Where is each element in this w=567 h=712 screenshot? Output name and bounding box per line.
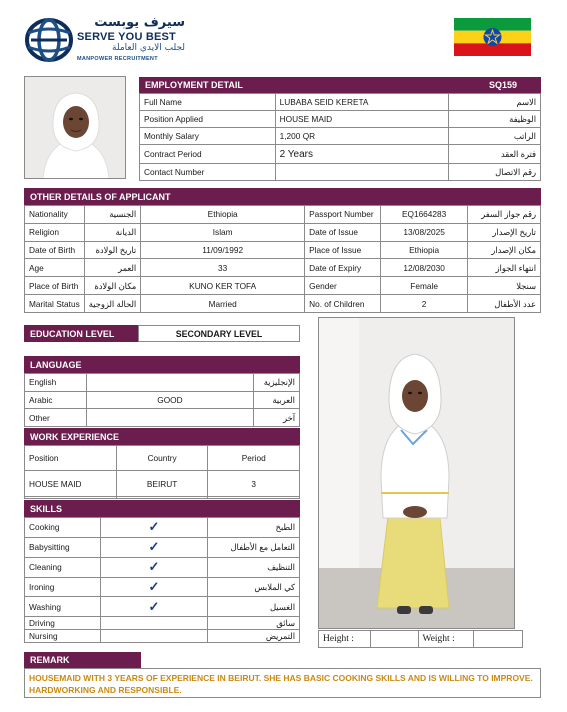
full-body-image [319,318,515,629]
ethiopia-flag-icon [454,18,531,56]
table-row [25,206,541,224]
table-row [25,617,300,630]
field-value: Female [381,277,468,295]
skill-name: Babysitting [25,537,101,557]
check-icon [100,617,207,630]
language-name: Other [25,409,87,427]
field-value: Ethiopia [381,241,468,259]
field-label-arabic: انتهاء الجواز [468,259,541,277]
field-label-arabic: تاريخ الإصدار [468,223,541,241]
table-row [140,94,541,111]
globe-logo-icon [25,17,73,63]
field-value: 11/09/1992 [141,241,305,259]
column-header: Country [116,446,208,471]
table-row [25,241,541,259]
check-icon: ✓ [100,597,207,617]
skill-name: Washing [25,597,101,617]
language-name-arabic: الإنجليزية [254,374,300,392]
work-position [25,496,117,498]
weight-value [474,631,523,648]
field-value: 2 Years [275,145,449,164]
column-header: Position [25,446,117,471]
work-country [116,496,208,498]
field-label-arabic: الوظيفة [449,111,541,128]
field-label-arabic: مكان الإصدار [468,241,541,259]
check-icon: ✓ [100,537,207,557]
language-name: English [25,374,87,392]
field-label: Passport Number [305,206,381,224]
table-row [25,577,300,597]
field-label: Place of Birth [25,277,85,295]
brand-english-tagline: MANPOWER RECRUITMENT [77,56,158,62]
field-label: Date of Issue [305,223,381,241]
field-value: Ethiopia [141,206,305,224]
field-label-arabic: مكان الولادة [84,277,141,295]
skill-name-arabic: كي الملابس [208,577,300,597]
language-header: LANGUAGE [24,356,300,373]
work-experience-header: WORK EXPERIENCE [24,428,300,445]
table-row [140,163,541,180]
skill-name: Cleaning [25,557,101,577]
field-label: Religion [25,223,85,241]
field-label-arabic: الجنسية [84,206,141,224]
skills-header: SKILLS [24,500,300,517]
field-value: HOUSE MAID [275,111,449,128]
height-value [370,631,418,648]
field-value: Married [141,295,305,313]
table-row [25,537,300,557]
weight-label: Weight : [418,631,474,648]
work-period: 3 [208,471,300,496]
table-row [25,630,300,643]
table-row [25,496,300,498]
check-icon [100,630,207,643]
field-label: Contact Number [140,163,276,180]
table-row [25,374,300,392]
field-value: Islam [141,223,305,241]
skill-name-arabic: سائق [208,617,300,630]
remark-box [24,668,541,698]
table-row [140,111,541,128]
other-details-header: OTHER DETAILS OF APPLICANT [24,188,541,205]
field-label-arabic: الحالة الزوجية [84,295,141,313]
check-icon: ✓ [100,557,207,577]
employment-detail-title: EMPLOYMENT DETAIL [145,80,243,90]
field-label: Nationality [25,206,85,224]
work-country: BEIRUT [116,471,208,496]
height-weight-table [318,630,523,648]
table-row [140,145,541,164]
field-label: Monthly Salary [140,128,276,145]
table-row [25,295,541,313]
employment-detail-header [139,77,541,93]
company-logo [25,17,185,65]
education-level-label: EDUCATION LEVEL [24,325,138,342]
field-label-arabic: العمر [84,259,141,277]
applicant-headshot [24,76,126,179]
field-label: Gender [305,277,381,295]
field-value: 12/08/2030 [381,259,468,277]
headshot-image [25,77,126,179]
field-label: Marital Status [25,295,85,313]
field-value: EQ1664283 [381,206,468,224]
brand-english-name: SERVE YOU BEST [77,31,176,43]
brand-arabic-tagline: لجلب الايدي العاملة [112,43,185,53]
language-name-arabic: آخر [254,409,300,427]
table-row [25,518,300,538]
field-label-arabic: تاريخ الولادة [84,241,141,259]
skills-table [24,517,300,643]
field-label-arabic: الاسم [449,94,541,111]
table-row [25,597,300,617]
table-row [25,277,541,295]
skill-name: Driving [25,617,101,630]
field-label-arabic: فترة العقد [449,145,541,164]
employment-detail-table [139,93,541,181]
skill-name: Ironing [25,577,101,597]
table-row [25,557,300,577]
check-icon: ✓ [100,518,207,538]
field-label: Age [25,259,85,277]
field-label-arabic: الديانة [84,223,141,241]
work-position: HOUSE MAID [25,471,117,496]
skill-name-arabic: الطبخ [208,518,300,538]
table-row [25,409,300,427]
skill-name: Cooking [25,518,101,538]
table-header-row [25,446,300,471]
field-label: Date of Birth [25,241,85,259]
field-value [275,163,449,180]
skill-name-arabic: التمريض [208,630,300,643]
skill-name: Nursing [25,630,101,643]
ethiopia-flag [454,18,531,56]
skill-name-arabic: التنظيف [208,557,300,577]
field-label: Date of Expiry [305,259,381,277]
table-row [25,471,300,496]
language-name-arabic: العربية [254,391,300,409]
field-label: Full Name [140,94,276,111]
brand-arabic-name: سيرف يوبست [94,15,185,30]
field-value: 13/08/2025 [381,223,468,241]
language-level: GOOD [86,391,253,409]
field-label-arabic: سنجلا [468,277,541,295]
height-label: Height : [319,631,371,648]
applicant-full-body-photo [318,317,515,629]
skill-name-arabic: التعامل مع الأطفال [208,537,300,557]
field-label: Position Applied [140,111,276,128]
field-value: 33 [141,259,305,277]
work-experience-table [24,445,300,499]
field-label-arabic: رقم جواز السفر [468,206,541,224]
skill-name-arabic: الغسيل [208,597,300,617]
table-row [25,223,541,241]
field-label: No. of Children [305,295,381,313]
table-row [25,259,541,277]
field-label-arabic: عدد الأطفال [468,295,541,313]
field-value: LUBABA SEID KERETA [275,94,449,111]
remark-text: HOUSEMAID WITH 3 YEARS OF EXPERIENCE IN BEIRUT. SHE HAS BASIC COOKING SKILLS AND IS WILLING TO IMPROVE. HARDWORKING AND RESPONSIBLE. [29,673,533,695]
field-value: 1,200 QR [275,128,449,145]
field-label: Place of Issue [305,241,381,259]
column-header: Period [208,446,300,471]
reference-code: SQ159 [488,80,517,90]
table-row [140,128,541,145]
field-value: 2 [381,295,468,313]
language-level [86,374,253,392]
field-value: KUNO KER TOFA [141,277,305,295]
field-label: Contract Period [140,145,276,164]
remark-header: REMARK [24,652,141,668]
language-level [86,409,253,427]
field-label-arabic: رقم الاتصال [449,163,541,180]
other-details-table [24,205,541,313]
language-name: Arabic [25,391,87,409]
field-label-arabic: الراتب [449,128,541,145]
language-table [24,373,300,427]
check-icon: ✓ [100,577,207,597]
table-row [25,391,300,409]
table-row [319,631,523,648]
work-period [208,496,300,498]
education-level-value: SECONDARY LEVEL [138,325,300,342]
